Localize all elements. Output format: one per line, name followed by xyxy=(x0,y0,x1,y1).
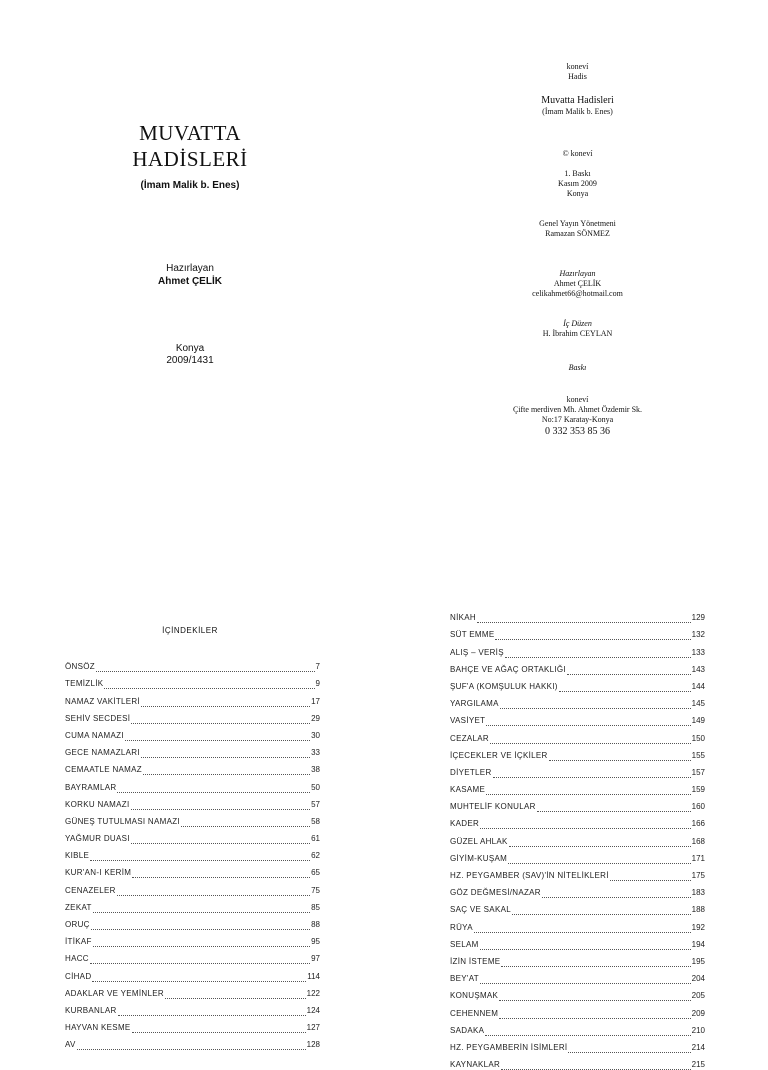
toc-entry[interactable] xyxy=(65,741,320,758)
toc-entry-title: BEY'AT xyxy=(450,974,479,984)
imprint-address-publisher: koneví xyxy=(566,395,589,404)
toc-entry[interactable] xyxy=(450,967,705,984)
toc-entry-title: VASİYET xyxy=(450,716,486,726)
toc-entry[interactable] xyxy=(65,775,320,792)
toc-entry-title: GÜZEL AHLAK xyxy=(450,836,508,846)
toc-leader-dots xyxy=(495,632,690,640)
toc-leader-dots xyxy=(93,939,310,947)
toc-entry[interactable] xyxy=(65,878,320,895)
imprint-address-line1: Çifte merdiven Mh. Ahmet Özdemir Sk. xyxy=(512,405,643,414)
toc-entry-title: HAYVAN KESME xyxy=(65,1023,131,1033)
publication-place xyxy=(90,343,290,367)
imprint-print-label: Baskı xyxy=(568,363,587,372)
toc-leader-dots xyxy=(77,1042,306,1050)
toc-leader-dots xyxy=(132,870,310,878)
imprint-block xyxy=(470,62,685,438)
book-title-line1: MUVATTA xyxy=(139,121,241,145)
toc-entry-page: 85 xyxy=(311,902,320,912)
toc-entry-title: İZİN İSTEME xyxy=(450,956,501,966)
toc-leader-dots xyxy=(477,615,691,623)
toc-entry-title: NİKAH xyxy=(450,613,476,623)
toc-entry-title: HZ. PEYGAMBER (SAV)'İN NİTELİKLERİ xyxy=(450,871,609,880)
toc-leader-dots xyxy=(501,1062,691,1070)
toc-entry-title: ZEKAT xyxy=(65,902,92,912)
toc-entry-page: 192 xyxy=(691,922,705,932)
toc-entry-page: 9 xyxy=(315,679,320,689)
imprint-preparer-name: Ahmet ÇELİK xyxy=(553,279,602,288)
toc-entry-page: 204 xyxy=(691,974,705,984)
toc-entry-title: KURBANLAR xyxy=(65,1005,117,1015)
toc-entry[interactable] xyxy=(65,655,320,672)
toc-entry-page: 30 xyxy=(311,730,320,740)
toc-entry-title: DİYETLER xyxy=(450,767,492,777)
toc-leader-dots xyxy=(90,956,310,964)
toc-leader-dots xyxy=(480,976,691,984)
toc-entry-page: 143 xyxy=(691,664,705,674)
toc-entry-title: KADER xyxy=(450,819,480,829)
toc-leader-dots xyxy=(165,991,306,999)
toc-entry[interactable] xyxy=(450,778,705,795)
toc-entry-title: SADAKA xyxy=(450,1025,485,1035)
toc-entry-title: ÖNSÖZ xyxy=(65,662,95,672)
toc-heading: İÇİNDEKİLER xyxy=(162,626,218,635)
toc-leader-dots xyxy=(131,716,310,724)
toc-leader-dots xyxy=(493,770,691,778)
toc-entry-page: 17 xyxy=(311,696,320,706)
toc-entry-title: HZ. PEYGAMBERİN İSİMLERİ xyxy=(450,1042,568,1052)
toc-entry-title: CUMA NAMAZI xyxy=(65,730,124,740)
toc-entry-page: 7 xyxy=(315,662,320,672)
toc-entry[interactable] xyxy=(65,947,320,964)
toc-leader-dots xyxy=(508,856,691,864)
toc-entry-page: 155 xyxy=(691,750,705,760)
toc-entry-title: GİYİM-KUŞAM xyxy=(450,853,508,863)
toc-leader-dots xyxy=(125,733,310,741)
toc-entry-page: 144 xyxy=(691,681,705,691)
toc-entry[interactable] xyxy=(450,829,705,846)
toc-entry-title: KAYNAKLAR xyxy=(450,1060,501,1070)
toc-entry-page: 57 xyxy=(311,799,320,809)
toc-leader-dots xyxy=(93,905,310,913)
imprint-preparer-email: celikahmet66@hotmail.com xyxy=(532,289,623,298)
toc-leader-dots xyxy=(104,681,314,689)
toc-entry-page: 209 xyxy=(691,1008,705,1018)
toc-entry-page: 175 xyxy=(691,871,705,880)
toc-entry-title: BAHÇE VE AĞAÇ ORTAKLIĞI xyxy=(450,664,566,674)
toc-leader-dots xyxy=(131,836,310,844)
toc-list-right xyxy=(450,606,705,1070)
toc-entry[interactable] xyxy=(65,793,320,810)
toc-entry-page: 62 xyxy=(311,851,320,861)
toc-leader-dots xyxy=(537,804,691,812)
imprint-publisher: koneví xyxy=(566,62,589,71)
toc-entry[interactable] xyxy=(450,744,705,761)
toc-entry-title: İTİKAF xyxy=(65,937,92,947)
toc-leader-dots xyxy=(505,650,691,658)
toc-entry[interactable] xyxy=(450,881,705,898)
toc-leader-dots xyxy=(117,888,310,896)
toc-leader-dots xyxy=(509,839,691,847)
toc-entry-page: 168 xyxy=(691,836,705,846)
toc-entry[interactable] xyxy=(450,950,705,967)
toc-entry-page: 132 xyxy=(691,630,705,640)
toc-entry-page: 160 xyxy=(691,802,705,812)
imprint-book-author: (İmam Malik b. Enes) xyxy=(542,107,613,116)
toc-entry[interactable] xyxy=(450,658,705,675)
toc-entry[interactable] xyxy=(450,795,705,812)
toc-entry-page: 127 xyxy=(306,1023,320,1033)
toc-entry-page: 195 xyxy=(691,956,705,966)
toc-entry[interactable] xyxy=(450,640,705,657)
toc-entry-title: ORUÇ xyxy=(65,920,90,929)
toc-entry[interactable] xyxy=(65,930,320,947)
toc-leader-dots xyxy=(559,684,691,692)
toc-entry[interactable] xyxy=(450,1053,705,1070)
toc-entry[interactable] xyxy=(65,1033,320,1050)
toc-entry-title: NAMAZ VAKİTLERİ xyxy=(65,696,141,706)
toc-leader-dots xyxy=(501,959,690,967)
imprint-address-line2: No:17 Karatay-Konya xyxy=(541,415,614,424)
toc-entry-page: 114 xyxy=(307,971,320,981)
toc-entry-page: 133 xyxy=(691,647,705,657)
toc-entry-title: GÖZ DEĞMESİ/NAZAR xyxy=(450,888,541,898)
toc-entry-title: YAĞMUR DUASI xyxy=(65,834,130,844)
toc-leader-dots xyxy=(500,701,691,709)
toc-list-left xyxy=(65,655,320,1050)
imprint-design-name: H. İbrahim CEYLAN xyxy=(542,329,613,338)
toc-leader-dots xyxy=(141,750,310,758)
toc-entry-title: İÇECEKLER VE İÇKİLER xyxy=(450,750,548,760)
toc-leader-dots xyxy=(118,1008,306,1016)
imprint-director-name: Ramazan SÖNMEZ xyxy=(545,229,610,238)
prepared-by-label: Hazırlayan xyxy=(166,263,214,274)
toc-leader-dots xyxy=(480,942,691,950)
toc-leader-dots xyxy=(499,1011,690,1019)
toc-leader-dots xyxy=(141,699,310,707)
toc-entry[interactable] xyxy=(65,689,320,706)
toc-entry-title: RÜYA xyxy=(450,922,473,932)
toc-entry-title: ŞUF'A (KOMŞULUK HAKKI) xyxy=(450,681,558,691)
toc-entry-title: GÜNEŞ TUTULMASI NAMAZI xyxy=(65,816,180,826)
toc-entry[interactable] xyxy=(65,724,320,741)
toc-entry-title: CİHAD xyxy=(65,971,92,981)
toc-entry[interactable] xyxy=(450,1036,705,1053)
toc-entry[interactable] xyxy=(65,982,320,999)
toc-entry-title: TEMİZLİK xyxy=(65,679,104,689)
toc-leader-dots xyxy=(181,819,310,827)
toc-entry-title: KONUŞMAK xyxy=(450,991,499,1001)
toc-entry-title: KORKU NAMAZI xyxy=(65,799,130,809)
imprint-director-label: Genel Yayın Yönetmeni xyxy=(539,219,616,228)
toc-entry[interactable] xyxy=(450,984,705,1001)
toc-entry-title: AV xyxy=(65,1040,76,1050)
toc-entry-page: 159 xyxy=(691,785,705,795)
toc-entry-page: 215 xyxy=(691,1060,705,1070)
toc-entry[interactable] xyxy=(65,861,320,878)
prepared-by-name: Ahmet ÇELİK xyxy=(158,276,222,287)
toc-entry-title: HACC xyxy=(65,954,89,964)
toc-leader-dots xyxy=(568,1045,690,1053)
toc-entry-page: 61 xyxy=(311,834,320,844)
toc-entry[interactable] xyxy=(450,709,705,726)
toc-entry-page: 149 xyxy=(691,716,705,726)
toc-entry-page: 188 xyxy=(691,905,705,915)
toc-entry-page: 214 xyxy=(691,1042,705,1052)
toc-entry-title: ADAKLAR VE YEMİNLER xyxy=(65,988,164,998)
toc-leader-dots xyxy=(96,664,315,672)
toc-entry-page: 171 xyxy=(691,853,705,863)
place-city: Konya xyxy=(175,343,205,354)
toc-entry-page: 166 xyxy=(691,819,705,829)
toc-entry-page: 122 xyxy=(306,988,320,998)
toc-entry[interactable] xyxy=(450,606,705,623)
toc-entry-page: 95 xyxy=(311,937,320,947)
imprint-book-title: Muvatta Hadisleri xyxy=(541,95,614,106)
toc-entry-page: 65 xyxy=(311,868,320,878)
toc-entry-page: 58 xyxy=(311,816,320,826)
toc-entry-title: ALIŞ – VERİŞ xyxy=(450,647,504,657)
toc-entry-page: 205 xyxy=(691,991,705,1001)
toc-entry-page: 38 xyxy=(311,765,320,775)
toc-entry[interactable] xyxy=(65,827,320,844)
toc-leader-dots xyxy=(610,873,691,881)
toc-leader-dots xyxy=(485,1028,690,1036)
toc-entry[interactable] xyxy=(65,1016,320,1033)
toc-entry-page: 50 xyxy=(311,782,320,792)
toc-entry[interactable] xyxy=(65,672,320,689)
book-title xyxy=(90,120,290,172)
toc-leader-dots xyxy=(143,767,310,775)
prepared-by xyxy=(90,262,290,288)
toc-entry[interactable] xyxy=(450,812,705,829)
toc-entry[interactable] xyxy=(450,675,705,692)
toc-entry-page: 75 xyxy=(311,885,320,895)
toc-entry[interactable] xyxy=(65,896,320,913)
toc-entry-page: 194 xyxy=(691,939,705,949)
toc-entry-page: 128 xyxy=(306,1040,320,1050)
imprint-design-label: İç Düzen xyxy=(563,319,592,328)
toc-entry-page: 129 xyxy=(691,613,705,623)
toc-entry-title: YARGILAMA xyxy=(450,699,499,709)
toc-entry[interactable] xyxy=(65,810,320,827)
toc-entry-title: SÜT EMME xyxy=(450,630,495,640)
toc-entry-page: 29 xyxy=(311,713,320,723)
toc-leader-dots xyxy=(486,718,690,726)
toc-entry-page: 183 xyxy=(691,888,705,898)
toc-leader-dots xyxy=(567,667,691,675)
toc-leader-dots xyxy=(499,993,690,1001)
toc-entry[interactable] xyxy=(65,707,320,724)
toc-leader-dots xyxy=(542,890,691,898)
toc-entry-title: CEMAATLE NAMAZ xyxy=(65,765,142,775)
imprint-series: Hadis xyxy=(568,72,587,81)
toc-entry[interactable] xyxy=(450,1019,705,1036)
imprint-edition: 1. Baskı xyxy=(564,169,591,178)
toc-leader-dots xyxy=(91,922,310,930)
toc-leader-dots xyxy=(480,821,691,829)
toc-entry[interactable] xyxy=(65,844,320,861)
toc-leader-dots xyxy=(92,974,306,982)
toc-entry-title: GECE NAMAZLARI xyxy=(65,748,140,758)
toc-entry[interactable] xyxy=(65,964,320,981)
toc-leader-dots xyxy=(90,853,310,861)
toc-entry[interactable] xyxy=(450,623,705,640)
toc-entry-title: SAÇ VE SAKAL xyxy=(450,905,511,915)
imprint-city: Konya xyxy=(566,189,589,198)
toc-entry[interactable] xyxy=(450,864,705,881)
toc-entry-title: KIBLE xyxy=(65,851,90,861)
toc-entry[interactable] xyxy=(65,999,320,1016)
toc-leader-dots xyxy=(117,785,310,793)
toc-entry-page: 33 xyxy=(311,748,320,758)
toc-entry-page: 124 xyxy=(306,1005,320,1015)
toc-entry-title: CEHENNEM xyxy=(450,1008,499,1018)
toc-entry[interactable] xyxy=(450,915,705,932)
imprint-preparer-label: Hazırlayan xyxy=(559,269,596,278)
toc-entry-page: 145 xyxy=(691,699,705,709)
toc-entry-page: 157 xyxy=(691,767,705,777)
imprint-date: Kasım 2009 xyxy=(558,179,597,188)
toc-leader-dots xyxy=(486,787,690,795)
toc-entry-title: SEHİV SECDESİ xyxy=(65,713,131,723)
toc-entry-title: KUR'AN-I KERİM xyxy=(65,868,132,878)
toc-entry-title: MUHTELİF KONULAR xyxy=(450,802,536,812)
toc-entry[interactable] xyxy=(450,692,705,709)
toc-entry-page: 88 xyxy=(311,920,320,929)
toc-leader-dots xyxy=(132,1025,306,1033)
toc-leader-dots xyxy=(549,753,691,761)
toc-entry-title: BAYRAMLAR xyxy=(65,782,117,792)
imprint-copyright: © koneví xyxy=(562,149,593,158)
toc-leader-dots xyxy=(131,802,311,810)
toc-leader-dots xyxy=(474,925,691,933)
place-year: 2009/1431 xyxy=(166,355,214,366)
toc-entry-page: 210 xyxy=(691,1025,705,1035)
toc-entry[interactable] xyxy=(450,1001,705,1018)
toc-entry[interactable] xyxy=(65,913,320,930)
toc-entry-title: CEZALAR xyxy=(450,733,489,743)
toc-leader-dots xyxy=(512,907,691,915)
book-title-line2: HADİSLERİ xyxy=(132,147,248,171)
toc-entry-page: 150 xyxy=(691,733,705,743)
toc-entry[interactable] xyxy=(450,726,705,743)
toc-entry-title: KASAME xyxy=(450,785,486,795)
book-subtitle: (İmam Malik b. Enes) xyxy=(140,180,240,191)
toc-entry-title: SELAM xyxy=(450,939,479,949)
toc-entry[interactable] xyxy=(450,847,705,864)
toc-leader-dots xyxy=(490,736,691,744)
toc-entry[interactable] xyxy=(450,761,705,778)
toc-entry[interactable] xyxy=(450,898,705,915)
toc-entry-page: 97 xyxy=(311,954,320,964)
toc-entry[interactable] xyxy=(65,758,320,775)
toc-entry[interactable] xyxy=(450,933,705,950)
toc-entry-title: CENAZELER xyxy=(65,885,116,895)
imprint-phone: 0 332 353 85 36 xyxy=(545,426,610,437)
